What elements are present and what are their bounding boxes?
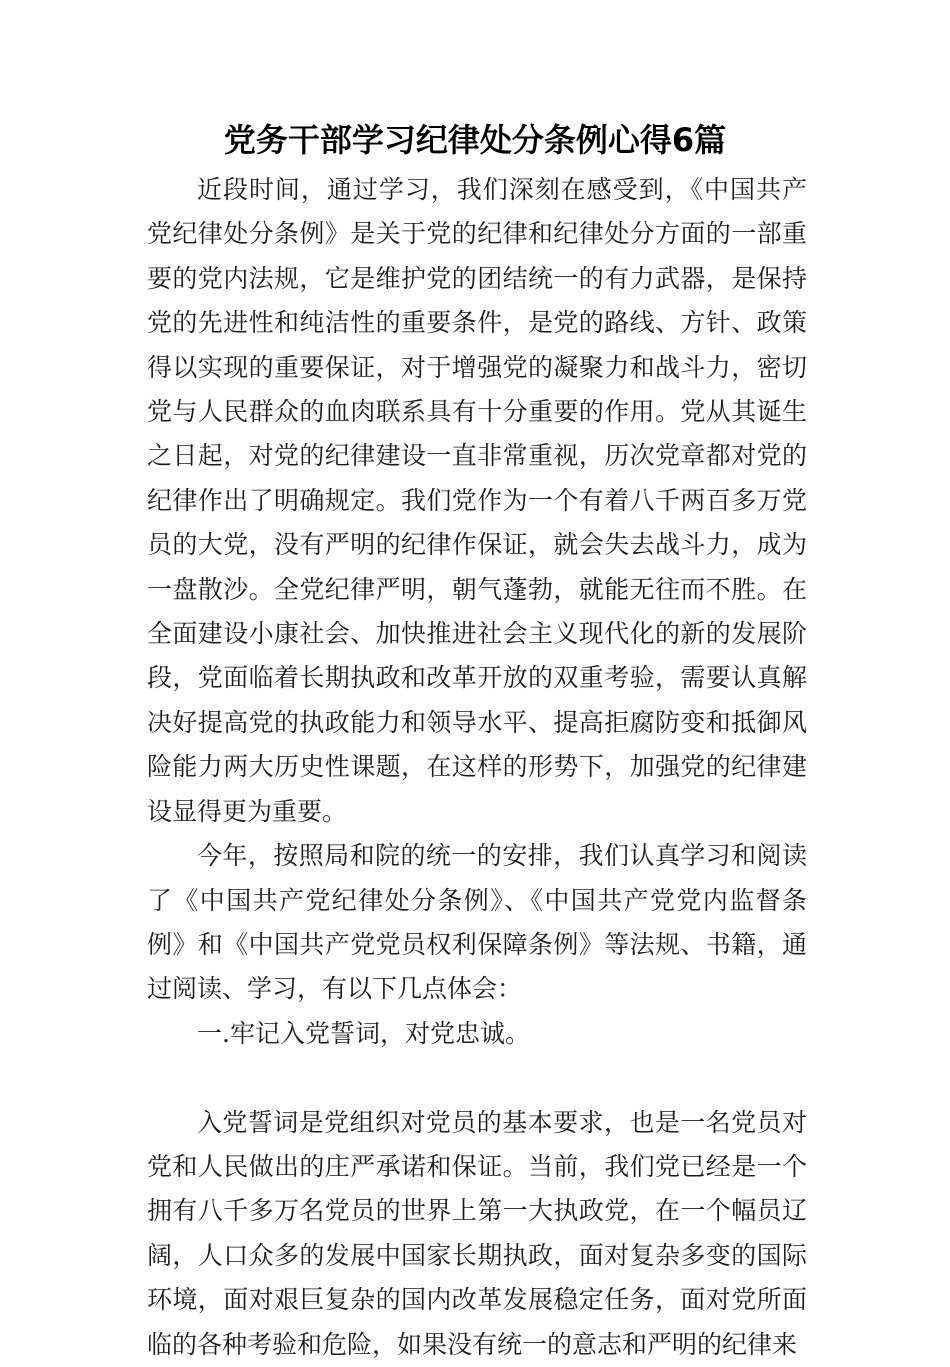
paragraph-oath: 入党誓词是党组织对党员的基本要求，也是一名党员对党和人民做出的庄严承诺和保证。当前，我们党已经是一个拥有八千多万名党员的世界上第一大执政党，在一个幅员辽阔，人口众多的发展中国家长期执政，面对复杂多变的国际环境，面对艰巨复杂的国内改革发展稳定任务，面对党所面临的各种考验和危险，如果没有统一的意志和严明的纪律来 <box>147 1107 807 1359</box>
paragraph-study: 今年，按照局和院的统一的安排，我们认真学习和阅读了《中国共产党纪律处分条例》、《中国共产党党内监督条例》和《中国共产党党员权利保障条例》等法规、书籍，通过阅读、学习，有以下几点体会： <box>147 841 807 1004</box>
paragraph-intro: 近段时间，通过学习，我们深刻在感受到，《中国共产党纪律处分条例》是关于党的纪律和纪律处分方面的一部重要的党内法规，它是维护党的团结统一的有力武器，是保持党的先进性和纯洁性的重要条件，是党的路线、方针、政策得以实现的重要保证，对于增强党的凝聚力和战斗力，密切党与人民群众的血肉联系具有十分重要的作用。党从其诞生之日起，对党的纪律建设一直非常重视，历次党章都对党的纪律作出了明确规定。我们党作为一个有着八千两百多万党员的大党，没有严明的纪律作保证，就会失去战斗力，成为一盘散沙。全党纪律严明，朝气蓬勃，就能无往而不胜。在全面建设小康社会、加快推进社会主义现代化的新的发展阶段，党面临着长期执政和改革开放的双重考验，需要认真解决好提高党的执政能力和领导水平、提高拒腐防变和抵御风险能力两大历史性课题，在这样的形势下，加强党的纪律建设显得更为重要。 <box>147 175 807 826</box>
section-heading-1: 一.牢记入党誓词，对党忠诚。 <box>197 1018 530 1048</box>
document-title: 党务干部学习纪律处分条例心得6篇 <box>223 121 727 159</box>
document-body <box>147 168 807 1367</box>
